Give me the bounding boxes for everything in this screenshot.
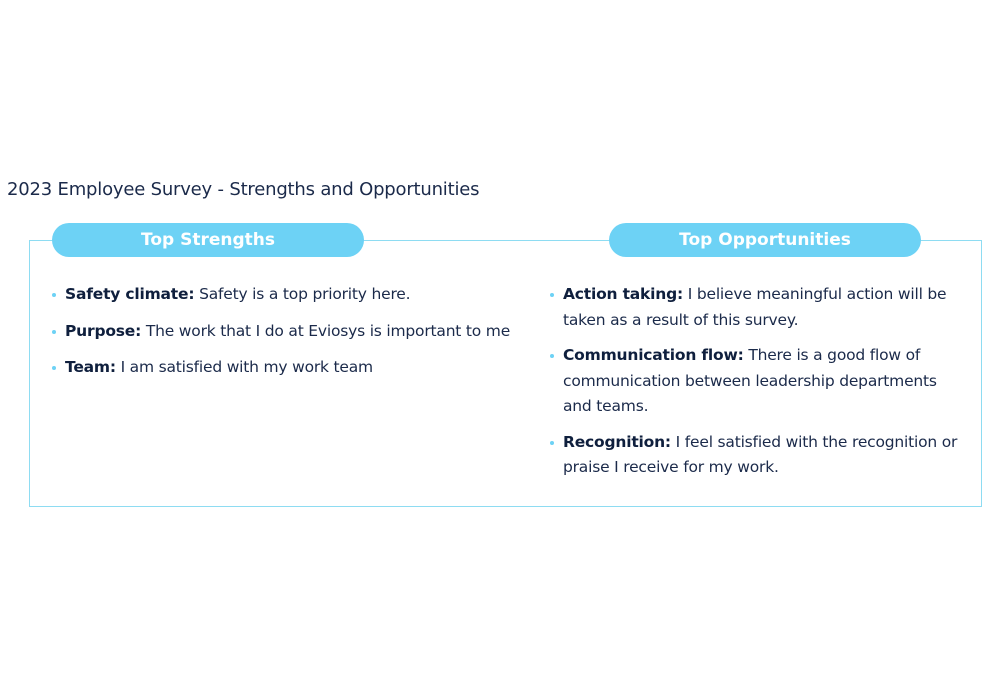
item-label: Action taking: bbox=[563, 285, 684, 303]
bullet-icon bbox=[550, 293, 554, 297]
list-item bbox=[550, 430, 965, 481]
list-item bbox=[550, 343, 965, 420]
item-label: Safety climate: bbox=[65, 285, 195, 303]
item-label: Recognition: bbox=[563, 432, 671, 451]
bullet-icon bbox=[52, 293, 56, 297]
top-opportunities-heading: Top Opportunities bbox=[609, 223, 921, 257]
item-label: Communication flow: bbox=[563, 346, 744, 364]
page-title: 2023 Employee Survey - Strengths and Opportunities bbox=[7, 179, 480, 200]
item-text: There is a good flow of communication between leadership departments and teams. bbox=[563, 346, 937, 415]
bullet-icon bbox=[52, 330, 56, 334]
item-text: I feel satisfied with the recognition or praise I receive for my work. bbox=[563, 432, 958, 476]
item-text: I am satisfied with my work team bbox=[115, 358, 373, 376]
item-text: Safety is a top priority here. bbox=[194, 285, 411, 303]
item-text: The work that I do at Eviosys is important to me bbox=[141, 321, 511, 340]
item-text: I believe meaningful action will be taken as a result of this survey. bbox=[563, 285, 947, 329]
top-strengths-heading: Top Strengths bbox=[52, 223, 364, 257]
bullet-icon bbox=[550, 354, 554, 358]
strengths-list bbox=[52, 282, 522, 392]
list-item bbox=[550, 282, 965, 333]
list-item bbox=[52, 319, 522, 345]
item-label: Purpose: bbox=[65, 321, 142, 340]
opportunities-list bbox=[550, 282, 965, 491]
list-item bbox=[52, 355, 522, 381]
bullet-icon bbox=[550, 441, 554, 445]
item-label: Team: bbox=[65, 358, 116, 376]
bullet-icon bbox=[52, 366, 56, 370]
list-item bbox=[52, 282, 522, 308]
